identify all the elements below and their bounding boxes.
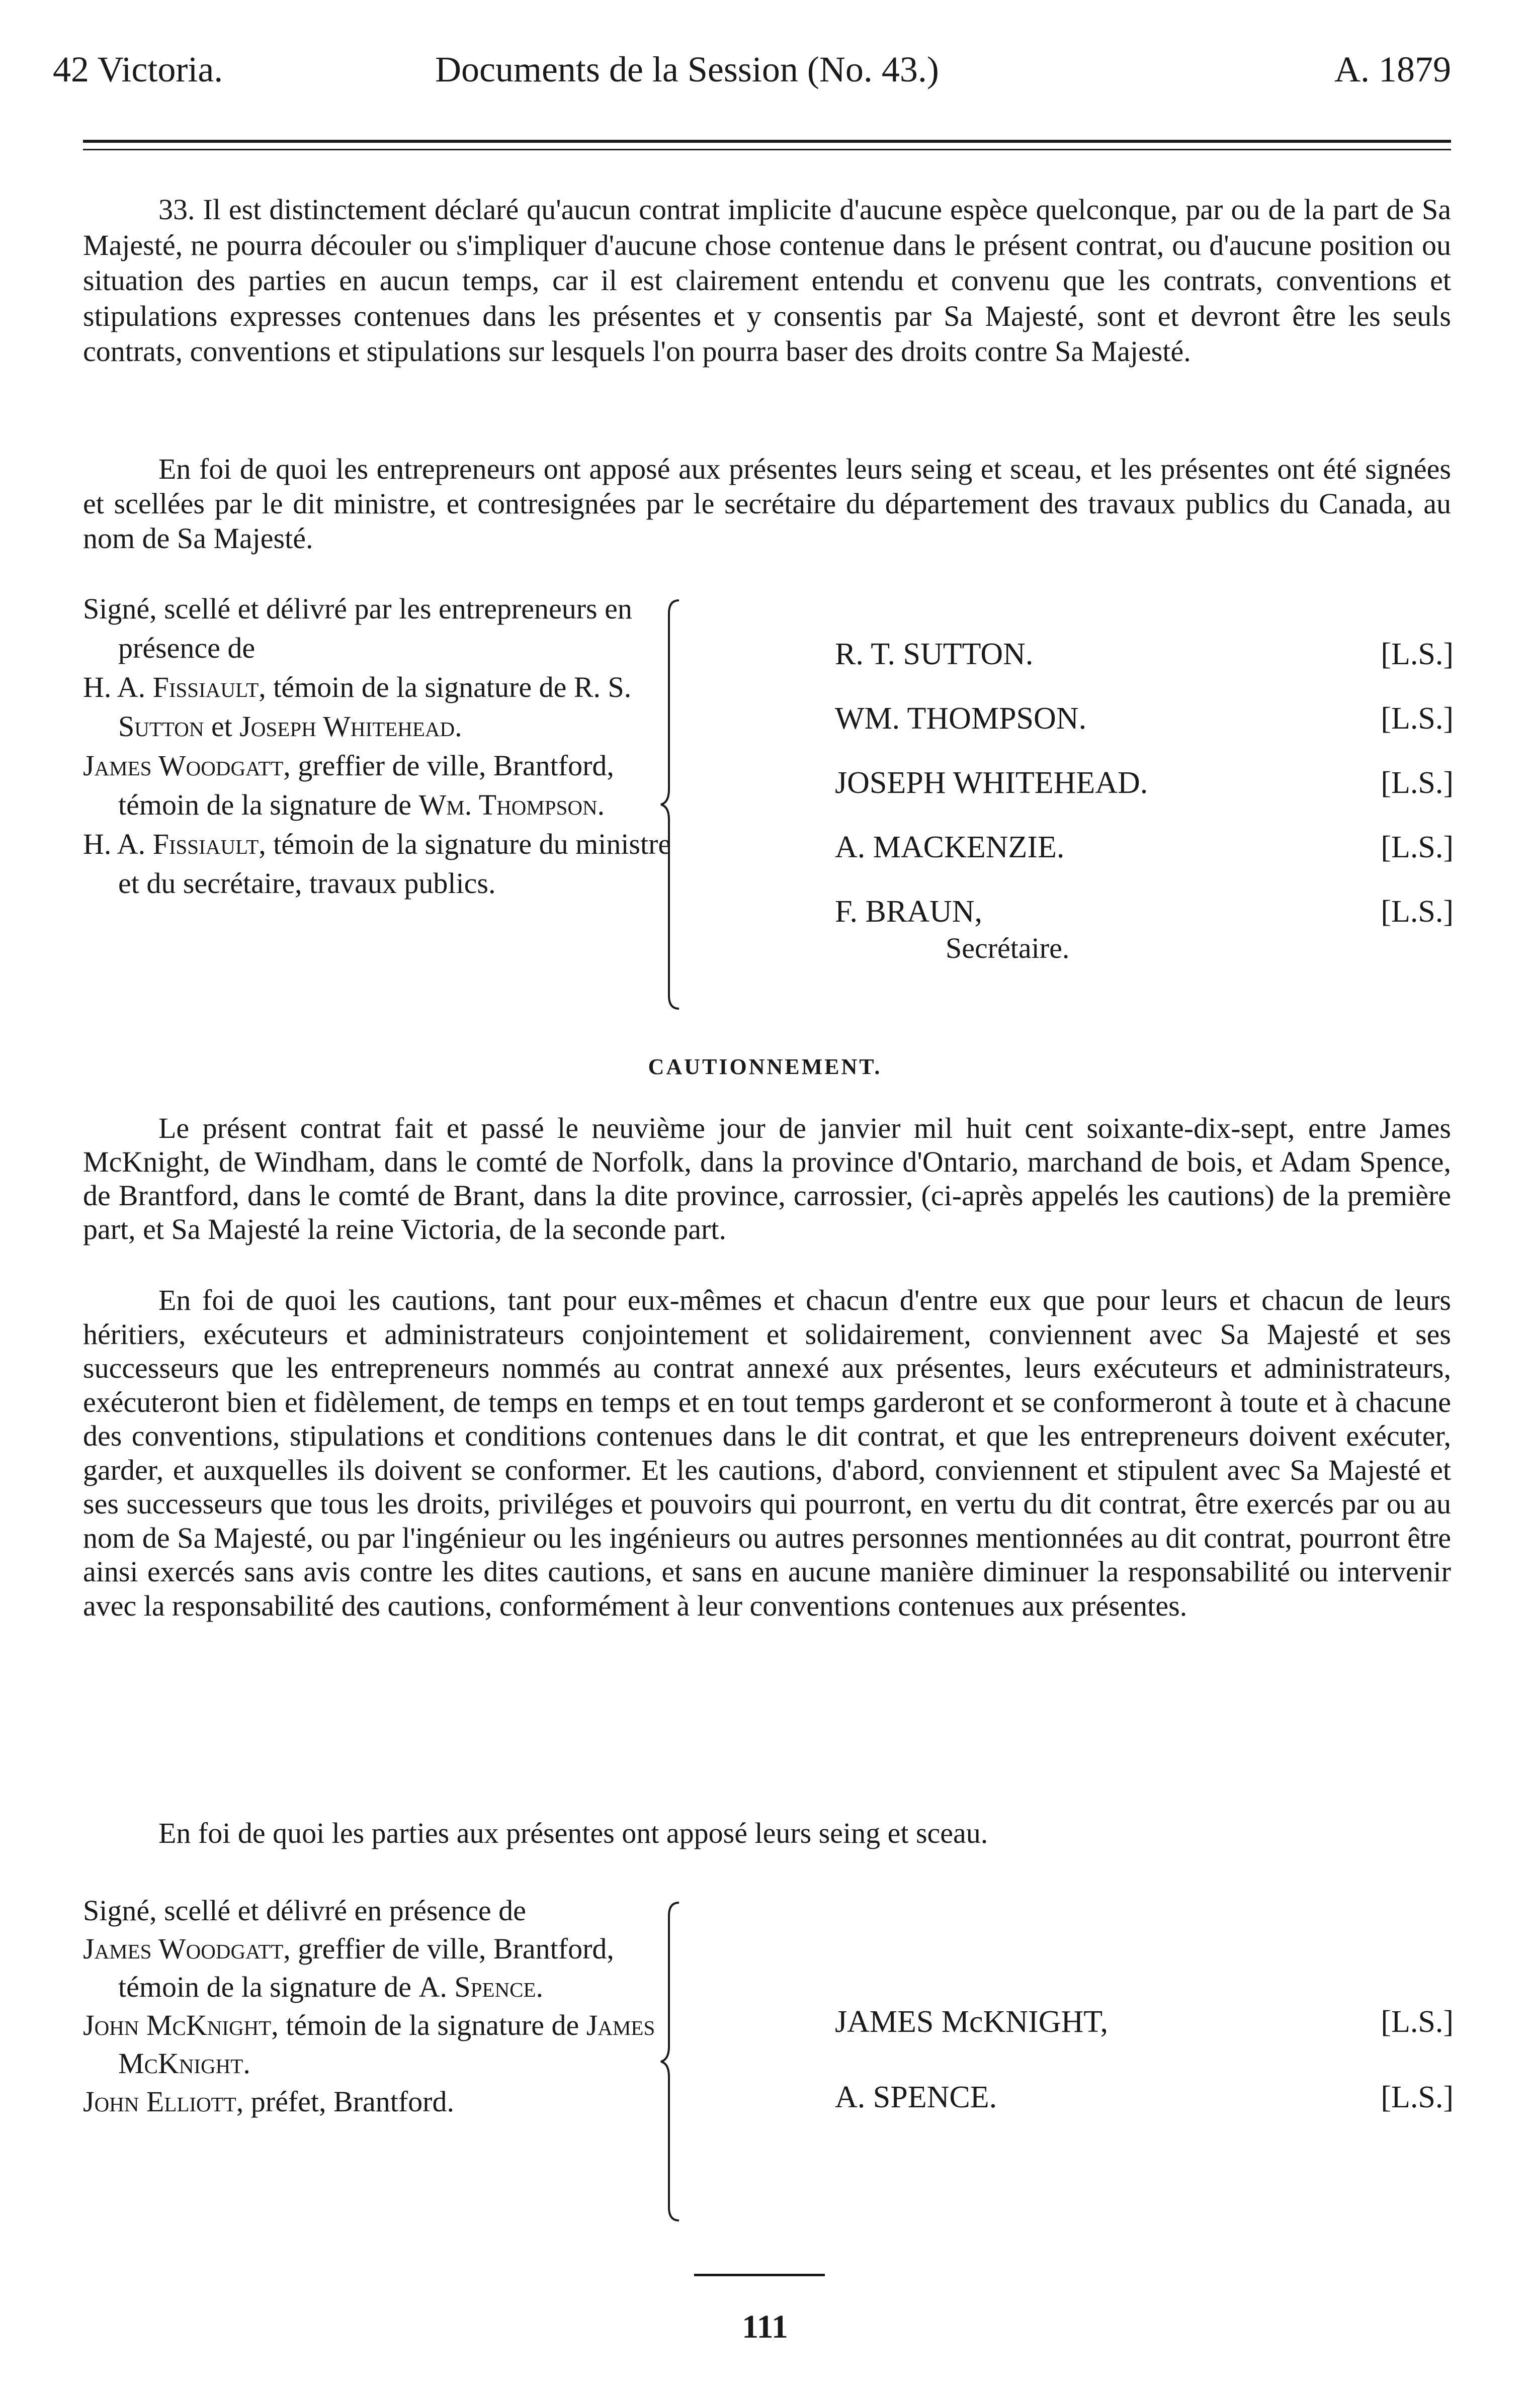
witness-intro-2: Signé, scellé et délivré en présence de: [83, 1894, 526, 1927]
article-33-conclusion: En foi de quoi les entrepreneurs ont apposé aux présentes leurs seing et sceau, et les présentes ont été signées et scellées par le dit ministre, et contresignées par le secrétaire du département des travaux publics du Canada, au nom de Sa Majesté.: [83, 453, 1451, 555]
witness-intro-1: Signé, scellé et délivré par les entrepreneurs en présence de: [83, 592, 632, 664]
signatory-name: JOSEPH WHITEHEAD.: [835, 766, 1148, 800]
seal-mark: [L.S.]: [1381, 637, 1454, 671]
witness-entry: James Woodgatt, greffier de ville, Brantford, témoin de la signature de Wm. Thompson.: [83, 749, 614, 821]
signatory-title: Secrétaire.: [946, 932, 1070, 964]
signature-row: [835, 635, 1454, 699]
brace-2: [659, 1901, 689, 2222]
seal-mark: [L.S.]: [1381, 701, 1454, 736]
running-head: [53, 44, 1451, 95]
cautionnement-paragraph-2: En foi de quoi les cautions, tant pour eux-mêmes et chacun d'entre eux que pour leurs et chacun de leurs héritiers, exécuteurs et administrateurs conjointement et solidairement, conviennent avec Sa Majesté et ses successeurs que les entrepreneurs nommés au contrat annexé aux présentes, leurs exécuteurs et administrateurs, exécuteront bien et fidèlement, de temps en temps et en tout temps garderont et se conformeront à toute et à chacune des conventions, stipulations et conditions contenues dans le dit contrat, et que les entrepreneurs doivent exécuter, garder, et auxquelles ils doivent se conformer. Et les cautions, d'abord, conviennent et stipulent avec Sa Majesté et ses successeurs que tous les droits, priviléges et pouvoirs qui pourront, en vertu du dit contrat, être exercés par ou au nom de Sa Majesté, ou par l'ingénieur ou les ingénieurs ou autres personnes mentionnées au dit contrat, pourront être ainsi exercés sans avis contre les dites cautions, et sans en aucune manière diminuer la responsabilité ou intervenir avec la responsabilité des cautions, conformément à leur conventions contenues aux présentes.: [83, 1284, 1451, 1622]
signatory-title-row: [835, 928, 1454, 968]
signature-table-1: [835, 635, 1454, 968]
signature-row: [835, 828, 1454, 892]
section-heading-cautionnement: CAUTIONNEMENT.: [648, 1054, 882, 1079]
seal-mark: [L.S.]: [1381, 766, 1454, 800]
seal-mark: [L.S.]: [1381, 2005, 1454, 2039]
witness-block-2: [83, 1892, 674, 2121]
article-33-text: Il est distinctement déclaré qu'aucun contrat implicite d'aucune espèce quelconque, par ou de la part de Sa Majesté, ne pourra découler ou s'impliquer d'aucune chose contenue dans le présent contrat, ou d'aucune position ou situation des parties en aucun temps, car il est clairement entendu et convenu que les contrats, conventions et stipulations expresses contenues dans les présentes et y consentis par Sa Majesté, sont et devront être les seuls contrats, conventions et stipulations sur lesquels l'on pourra baser des droits contre Sa Majesté.: [83, 193, 1451, 368]
article-33-paragraph: [83, 192, 1451, 370]
footer-rule: [694, 2274, 825, 2276]
witness-name: James Woodgatt: [83, 749, 284, 782]
signatory-name: A. MACKENZIE.: [835, 830, 1065, 864]
signature-row: [835, 699, 1454, 763]
signatory-name: R. T. SUTTON.: [835, 637, 1034, 671]
witness-entry: H. A. Fissiault, témoin de la signature de R. S. Sutton et Joseph Whitehead.: [83, 671, 632, 743]
witness-entry: John McKnight, témoin de la signature de James McKnight.: [83, 2009, 655, 2080]
witness-name: James Woodgatt: [83, 1932, 284, 1965]
signatory-name: A. SPENCE.: [835, 2080, 997, 2114]
signatory-name: F. BRAUN,: [835, 895, 983, 929]
witness-name: H. A. Fissiault: [83, 671, 259, 703]
signature-table-2: [835, 2002, 1454, 2133]
header-rule-thick: [83, 140, 1451, 143]
signature-row: [835, 763, 1454, 828]
witness-entry: James Woodgatt, greffier de ville, Brantford, témoin de la signature de A. Spence.: [83, 1932, 614, 2003]
header-rule-thin: [83, 149, 1451, 150]
header-volume: 42 Victoria.: [53, 49, 223, 90]
seal-mark: [L.S.]: [1381, 830, 1454, 864]
witness-name: John Elliott: [83, 2085, 236, 2118]
signature-row: [835, 2078, 1454, 2133]
witness-block-1: [83, 589, 674, 903]
header-year: A. 1879: [1334, 49, 1451, 90]
cautionnement-paragraph-1: Le présent contrat fait et passé le neuvième jour de janvier mil huit cent soixante-dix-sept, entre James McKnight, de Windham, dans le comté de Norfolk, dans la province d'Ontario, marchand de bois, et Adam Spence, de Brantford, dans le comté de Brant, dans la dite province, carrossier, (ci-après appelés les cautions) de la première part, et Sa Majesté la reine Victoria, de la seconde part.: [83, 1112, 1451, 1245]
signatory-name: JAMES McKNIGHT,: [835, 2005, 1109, 2039]
signature-row: [835, 2002, 1454, 2078]
header-title: Documents de la Session (No. 43.): [435, 49, 939, 90]
seal-mark: [L.S.]: [1381, 2080, 1454, 2114]
article-number: 33.: [158, 193, 195, 226]
cautionnement-paragraph-3: En foi de quoi les parties aux présentes ont apposé leurs seing et sceau.: [158, 1817, 988, 1849]
page-number: 111: [742, 2308, 788, 2345]
witness-name: H. A. Fissiault: [83, 828, 259, 860]
brace-1: [659, 598, 689, 1011]
signature-row: [835, 892, 1454, 928]
signatory-name: WM. THOMPSON.: [835, 701, 1087, 736]
witness-entry: John Elliott, préfet, Brantford.: [83, 2085, 454, 2118]
seal-mark: [L.S.]: [1381, 895, 1454, 929]
witness-entry: H. A. Fissiault, témoin de la signature du ministre et du secrétaire, travaux publics.: [83, 828, 671, 900]
witness-name: John McKnight: [83, 2009, 272, 2041]
